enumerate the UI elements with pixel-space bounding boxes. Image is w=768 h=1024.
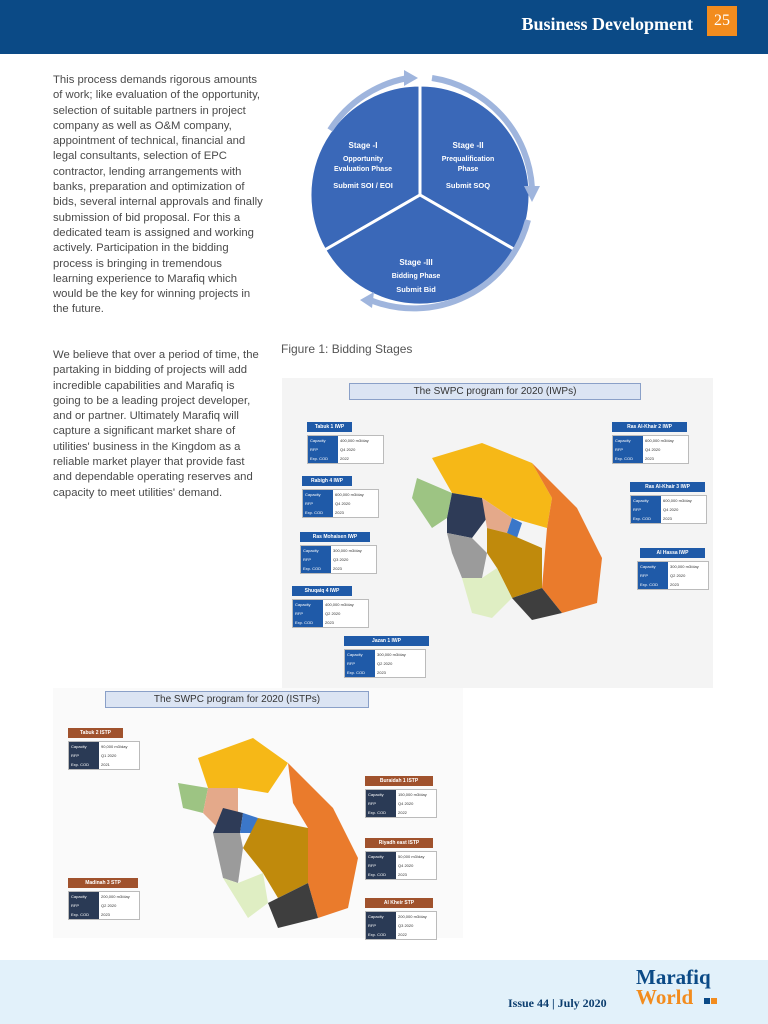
info-row-label: Capacity: [366, 912, 396, 921]
info-row-value: 2023: [335, 510, 344, 515]
info-row-label: RFP: [631, 505, 661, 514]
stage-1-action: Submit SOI / EOI: [333, 181, 393, 190]
info-row-value: Q4 2020: [663, 507, 679, 512]
istp-project-info: [68, 741, 140, 770]
body-paragraph-1: This process demands rigorous amounts of work; like evaluation of the opportunity, selection of suitable partners in project company as well as O&M company, appointment of technical, financial and legal consultants, selection of EPC contractor, lending arrangements with banks, preparation and optimization of bids, several internal approvals and finally submission of bid proposal. For this a dedicated team is assigned and working actively. Participation in the bidding process is bringing in tremendous learning experience to Marafiq which would be the key for winning projects in the future.: [53, 74, 263, 316]
info-row-value: Q2 2020: [670, 573, 686, 578]
info-row-label: Capacity: [293, 600, 323, 609]
bidding-stages-diagram: [300, 70, 540, 320]
iwp-project-tag: Jazan 1 IWP: [344, 636, 429, 646]
stage-2-name-line1: Prequalification: [441, 156, 495, 163]
section-title: Business Development: [521, 14, 693, 34]
info-row-label: Capacity: [631, 496, 661, 505]
info-row-label: Capacity: [69, 742, 99, 751]
istp-project-tag: Madinah 3 STP: [68, 878, 138, 888]
info-row-label: Capacity: [69, 892, 99, 901]
iwp-project-tag: Ras Al-Khair 2 IWP: [612, 422, 687, 432]
arrow-head-3: [360, 292, 374, 308]
info-row-value: 300,000 m3/day: [670, 564, 699, 569]
info-row-label: RFP: [293, 609, 323, 618]
saudi-map-istp: [168, 733, 368, 933]
iwp-project-info: [612, 435, 689, 464]
istp-project-info: [365, 851, 437, 880]
info-row-value: 2023: [663, 516, 672, 521]
info-row-label: Capacity: [308, 436, 338, 445]
info-row-value: 2023: [670, 582, 679, 587]
info-row-value: 2023: [325, 620, 334, 625]
info-row-value: 2023: [333, 566, 342, 571]
info-row-value: 600,000 m3/day: [645, 438, 674, 443]
istp-project-tag: Tabuk 2 ISTP: [68, 728, 123, 738]
istp-map-title: The SWPC program for 2020 (ISTPs): [105, 691, 369, 708]
info-row-label: RFP: [69, 751, 99, 760]
logo-square-icon: [711, 998, 717, 1004]
istp-project-info: [365, 789, 437, 818]
iwp-project-tag: Rabigh 4 IWP: [302, 476, 352, 486]
info-row-value: 2021: [101, 762, 110, 767]
info-row-value: 2022: [340, 456, 349, 461]
info-row-label: RFP: [345, 659, 375, 668]
info-row-label: RFP: [638, 571, 668, 580]
info-row-label: Capacity: [303, 490, 333, 499]
info-row-label: RFP: [366, 799, 396, 808]
iwp-project-tag: Ras Al-Khair 3 IWP: [630, 482, 705, 492]
info-row-label: Exp. COD: [345, 668, 375, 677]
info-row-value: 600,000 m3/day: [335, 492, 364, 497]
info-row-label: RFP: [301, 555, 331, 564]
iwp-project-info: [292, 599, 369, 628]
info-row-label: RFP: [308, 445, 338, 454]
info-row-label: Capacity: [345, 650, 375, 659]
info-row-label: Capacity: [638, 562, 668, 571]
info-row-value: Q3 2020: [333, 557, 349, 562]
info-row-label: Exp. COD: [69, 760, 99, 769]
iwp-project-info: [300, 545, 377, 574]
info-row-label: RFP: [613, 445, 643, 454]
iwp-project-info: [302, 489, 379, 518]
stage-3-title: Stage -III: [399, 258, 433, 267]
iwp-project-tag: Ras Mohaisen IWP: [300, 532, 370, 542]
body-paragraph-2: We believe that over a period of time, the partaking in bidding of projects will add incredible capabilities and Marafiq is going to be a leading project developer, and or partner. Ultimately Marafiq will capture a significant market share of utilities' business in the Kingdom as a reliable market player that provide fast and dependable operating reserves and capacity to meet utilities' demand.: [53, 349, 259, 499]
iwp-project-tag: Al Hassa IWP: [640, 548, 705, 558]
info-row-label: Capacity: [366, 790, 396, 799]
info-row-label: Capacity: [301, 546, 331, 555]
logo-marafiq: Marafiq: [636, 965, 711, 989]
stage-1-name-line1: Opportunity: [342, 156, 384, 163]
logo-square-icon: [704, 998, 710, 1004]
logo-world: World: [636, 985, 694, 1009]
info-row-value: 2023: [398, 872, 407, 877]
iwp-map-figure: [282, 378, 713, 688]
info-row-label: Exp. COD: [631, 514, 661, 523]
info-row-label: Capacity: [366, 852, 396, 861]
info-row-label: Exp. COD: [69, 910, 99, 919]
info-row-value: 50,000 m3/day: [398, 854, 425, 859]
info-row-value: Q2 2020: [377, 661, 393, 666]
info-row-value: Q3 2020: [398, 923, 414, 928]
info-row-value: 600,000 m3/day: [663, 498, 692, 503]
stage-1-title: Stage -I: [348, 141, 378, 150]
iwp-project-info: [344, 649, 426, 678]
info-row-label: RFP: [366, 861, 396, 870]
iwp-project-tag: Shuqaiq 4 IWP: [292, 586, 352, 596]
istp-project-info: [68, 891, 140, 920]
iwp-map-title: The SWPC program for 2020 (IWPs): [349, 383, 641, 400]
info-row-label: Exp. COD: [301, 564, 331, 573]
info-row-value: 2022: [398, 932, 407, 937]
issue-label: Issue 44 | July 2020: [508, 996, 607, 1010]
info-row-value: 2023: [645, 456, 654, 461]
stage-2-name-line2: Phase: [457, 166, 479, 173]
info-row-value: 2023: [101, 912, 110, 917]
stage-3-action: Submit Bid: [396, 285, 436, 294]
info-row-value: Q4 2020: [645, 447, 661, 452]
info-row-label: Exp. COD: [366, 870, 396, 879]
istp-project-info: [365, 911, 437, 940]
info-row-value: Q4 2020: [398, 863, 414, 868]
info-row-value: 200,000 m3/day: [398, 914, 427, 919]
iwp-project-info: [307, 435, 384, 464]
stage-2-action: Submit SOQ: [445, 181, 491, 190]
info-row-value: 150,000 m3/day: [398, 792, 427, 797]
info-row-value: 2023: [377, 670, 386, 675]
page-number: 25: [707, 6, 737, 36]
istp-project-tag: Riyadh east ISTP: [365, 838, 433, 848]
iwp-project-tag: Tabuk 1 IWP: [307, 422, 352, 432]
info-row-value: Q4 2020: [335, 501, 351, 506]
info-row-value: 300,000 m3/day: [333, 548, 362, 553]
info-row-label: RFP: [69, 901, 99, 910]
stage-3-name-line1: Bidding Phase: [391, 273, 441, 280]
istp-project-tag: Buraidah 1 ISTP: [365, 776, 433, 786]
figure-1-caption: Figure 1: Bidding Stages: [281, 342, 413, 356]
istp-project-tag: Al Kheir STP: [365, 898, 433, 908]
header-bar: [0, 0, 768, 54]
info-row-value: 400,000 m3/day: [325, 602, 354, 607]
info-row-value: 400,000 m3/day: [340, 438, 369, 443]
stage-1-name-line2: Evaluation Phase: [334, 166, 392, 173]
info-row-label: Exp. COD: [366, 808, 396, 817]
info-row-value: Q1 2020: [101, 753, 117, 758]
info-row-label: Exp. COD: [308, 454, 338, 463]
info-row-value: Q4 2020: [398, 801, 414, 806]
info-row-value: 2022: [398, 810, 407, 815]
info-row-label: Exp. COD: [366, 930, 396, 939]
iwp-project-info: [630, 495, 707, 524]
stage-2-title: Stage -II: [452, 141, 484, 150]
info-row-label: RFP: [366, 921, 396, 930]
info-row-value: Q4 2020: [340, 447, 356, 452]
info-row-label: Exp. COD: [303, 508, 333, 517]
info-row-value: 200,000 m3/day: [101, 894, 130, 899]
info-row-value: Q2 2020: [101, 903, 117, 908]
info-row-label: RFP: [303, 499, 333, 508]
iwp-project-info: [637, 561, 709, 590]
info-row-label: Exp. COD: [293, 618, 323, 627]
info-row-label: Exp. COD: [638, 580, 668, 589]
info-row-label: Capacity: [613, 436, 643, 445]
info-row-label: Exp. COD: [613, 454, 643, 463]
info-row-value: 300,000 m3/day: [377, 652, 406, 657]
info-row-value: 90,000 m3/day: [101, 744, 128, 749]
saudi-map-iwp: [402, 438, 602, 628]
info-row-value: Q2 2020: [325, 611, 341, 616]
istp-map-figure: [53, 688, 463, 938]
